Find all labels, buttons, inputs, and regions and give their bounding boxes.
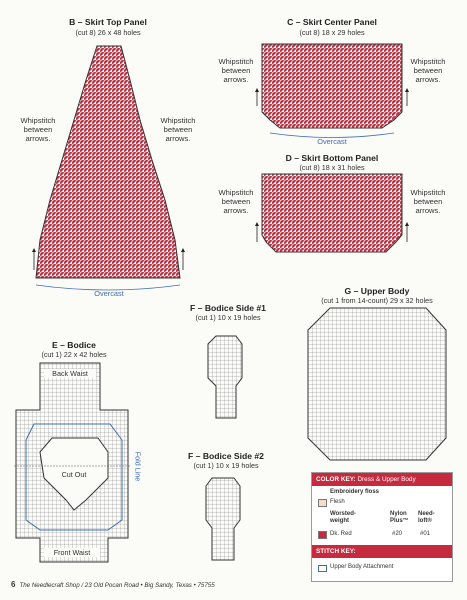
skirt-top-panel-count: (cut 8) 26 x 48 holes — [75, 28, 141, 37]
bodice-title: E – Bodice — [52, 340, 96, 350]
bodice-count: (cut 1) 22 x 42 holes — [41, 350, 107, 359]
skirt-center-panel-shape — [262, 44, 402, 128]
yarn-col-nylon: Nylon Plus™ — [390, 511, 409, 524]
yarn-nylon-number: #20 — [392, 531, 403, 537]
page-number: 6 — [11, 580, 16, 589]
bodice-cut-out: Cut Out — [61, 470, 87, 479]
bodice-fold-line-label: Fold Line — [133, 451, 143, 482]
bodice-front-waist: Front Waist — [44, 548, 100, 557]
bodice-side-1-count: (cut 1) 10 x 19 holes — [195, 313, 261, 322]
bodice-side-2-count: (cut 1) 10 x 19 holes — [193, 461, 259, 470]
floss-item: Flesh — [330, 499, 345, 505]
bodice-side-1-title: F – Bodice Side #1 — [190, 303, 266, 313]
bodice-back-waist: Back Waist — [44, 369, 96, 378]
upper-body-title: G – Upper Body — [344, 286, 410, 296]
skirt-center-panel-title: C – Skirt Center Panel — [287, 17, 377, 27]
yarn-needloft-number: #01 — [420, 531, 431, 537]
flesh-swatch — [318, 499, 327, 507]
skirt-top-right-note: Whipstitch between arrows. — [160, 116, 196, 143]
skirt-bottom-panel-title: D – Skirt Bottom Panel — [285, 153, 379, 163]
skirt-top-panel-title: B – Skirt Top Panel — [69, 17, 147, 27]
skirt-top-left-note: Whipstitch between arrows. — [20, 116, 56, 143]
skirt-center-panel-count: (cut 8) 18 x 29 holes — [299, 28, 365, 37]
color-key-header: COLOR KEY: Dress & Upper Body — [312, 473, 452, 486]
skirt-bottom-right-note: Whipstitch between arrows. — [410, 188, 446, 215]
yarn-col-worsted: Worsted- weight — [330, 511, 356, 524]
bodice-side-1-shape — [208, 336, 242, 418]
skirt-bottom-left-note: Whipstitch between arrows. — [218, 188, 254, 215]
floss-title: Embroidery floss — [330, 489, 380, 495]
upper-body-count: (cut 1 from 14-count) 29 x 32 holes — [321, 296, 433, 305]
bodice-side-2-shape — [206, 478, 240, 560]
stitch-key-item: Upper Body Attachment — [330, 564, 394, 570]
skirt-top-panel-shape — [36, 46, 180, 278]
skirt-bottom-panel-count: (cut 8) 18 x 31 holes — [299, 163, 365, 172]
skirt-center-right-note: Whipstitch between arrows. — [410, 57, 446, 84]
upper-body-shape — [308, 308, 446, 460]
color-key — [311, 472, 453, 582]
skirt-bottom-panel-shape — [262, 174, 402, 252]
yarn-name: Dk. Red — [330, 531, 352, 537]
yarn-col-needloft: Need- loft® — [418, 511, 435, 524]
dk-red-swatch — [318, 531, 327, 539]
skirt-center-left-note: Whipstitch between arrows. — [218, 57, 254, 84]
bodice-side-2-title: F – Bodice Side #2 — [188, 451, 264, 461]
stitch-key-header: STITCH KEY: — [312, 545, 452, 558]
skirt-top-overcast: Overcast — [94, 289, 124, 298]
attachment-line-swatch — [318, 565, 327, 572]
footer-text: The Needlecraft Shop / 23 Old Pocan Road • Big Sandy, Texas • 75755 — [19, 582, 215, 589]
page-footer — [11, 580, 215, 589]
skirt-center-overcast: Overcast — [317, 137, 347, 146]
